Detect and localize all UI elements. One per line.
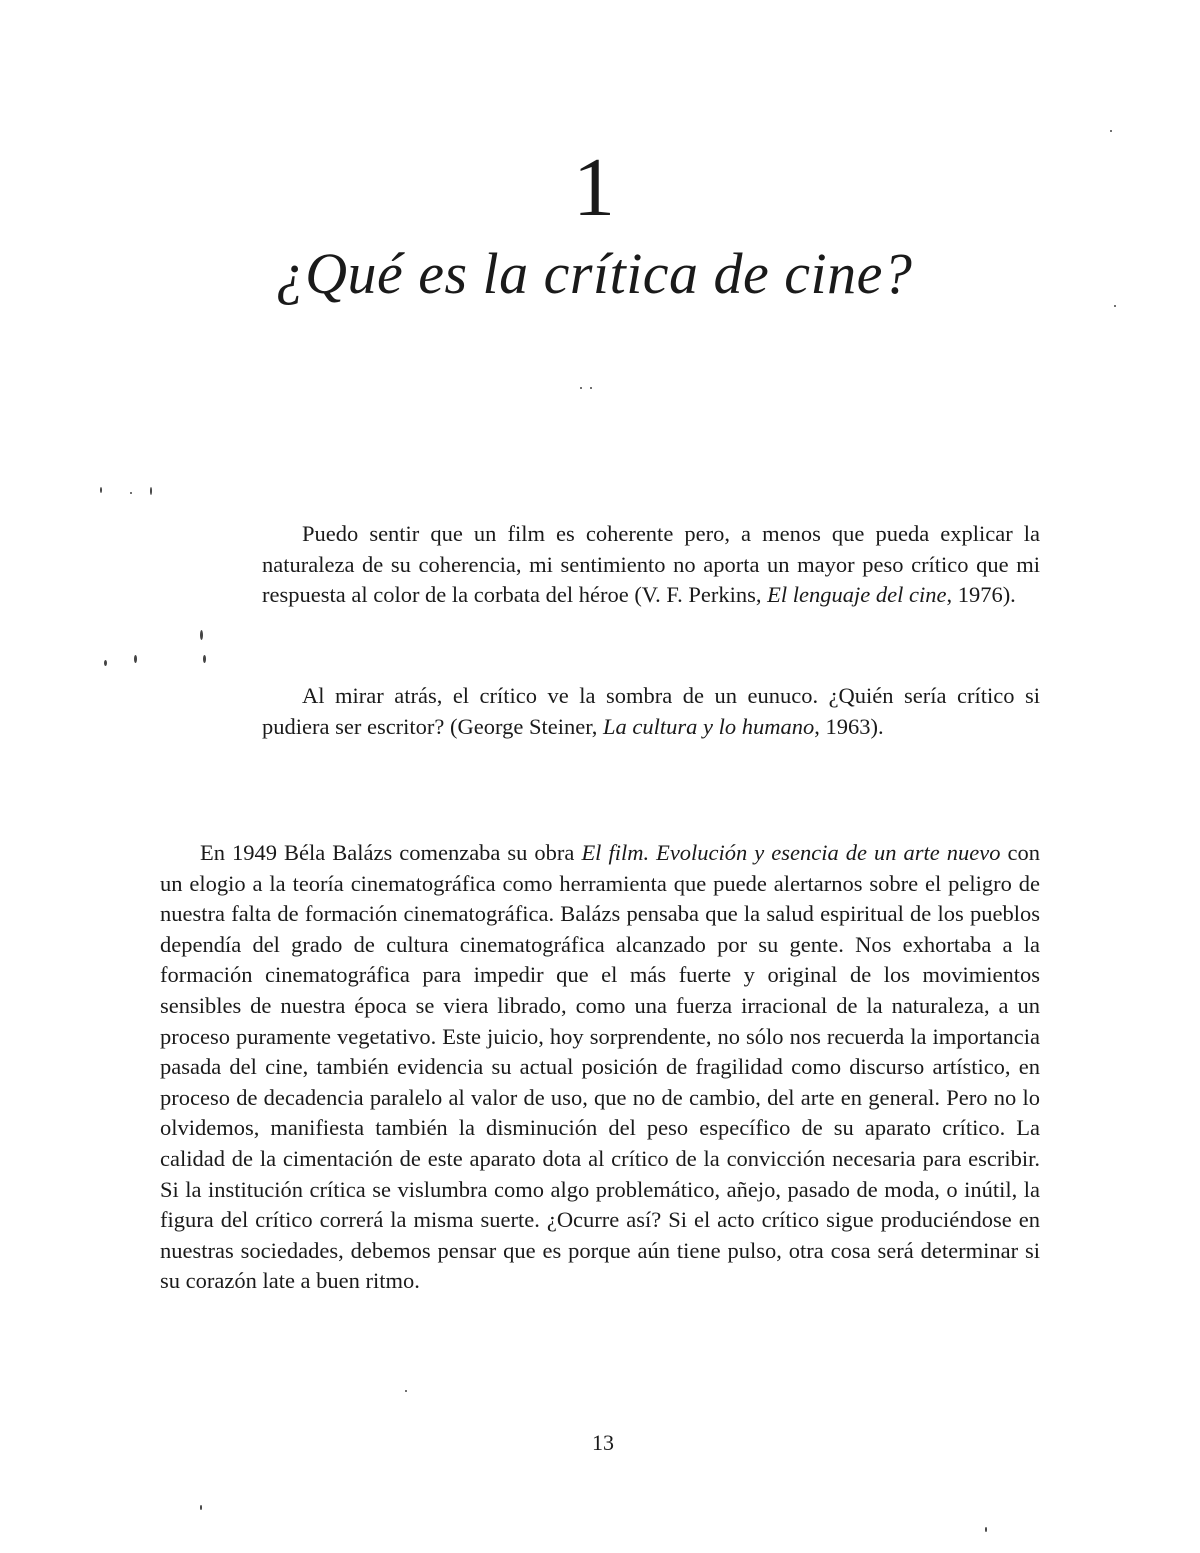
- epigraph-work-title: El lenguaje del cine: [767, 582, 947, 607]
- scan-speck: [200, 1505, 202, 1510]
- scan-speck: [134, 655, 137, 663]
- scan-speck: [985, 1527, 987, 1532]
- scan-speck: [200, 630, 203, 640]
- body-paragraph: [160, 838, 1040, 1297]
- body-work-title: El film. Evolución y esencia de un arte nuevo: [581, 840, 1001, 865]
- epigraph-text: Puedo sentir que un film es coherente pero, a menos que pueda explicar la naturaleza de su coherencia, mi sentimiento no aporta un mayor peso crítico que mi respuesta al color de la corbata del héroe (V. F. Perkins,: [262, 521, 1040, 607]
- scan-speck: [130, 492, 132, 494]
- epigraph-text-end: , 1976).: [946, 582, 1016, 607]
- scan-speck: [590, 387, 592, 389]
- epigraph-text: Al mirar atrás, el crítico ve la sombra de un eunuco. ¿Quién sería crítico si pudiera ser escritor? (George Steiner,: [262, 683, 1040, 739]
- epigraph-work-title: La cultura y lo humano: [603, 713, 815, 739]
- epigraph-text-end: , 1963).: [814, 713, 884, 739]
- body-text-rest: con un elogio a la teoría cinematográfica como herramienta que puede alertarnos sobre el peligro de nuestra falta de formación cinematográfica. Balázs pensaba que la salud espiritual de los pueblos dependía del grado de cultura cinematográfica alcanzado por su gente. Nos exhortaba a la formación cinematográfica para impedir que el más fuerte y original de los movimientos sensibles de nuestra época se viera librado, como una fuerza irracional de la naturaleza, a un proceso puramente vegetativo. Este juicio, hoy sorprendente, no sólo nos recuerda la importancia pasada del cine, también evidencia su actual posición de fragilidad como discurso artístico, en proceso de decadencia paralelo al valor de uso, que no de cambio, del arte en general. Pero no lo olvidemos, manifiesta también la disminución del peso específico de su aparato crítico. La calidad de la cimentación de este aparato dota al crítico de la convicción necesaria para escribir. Si la institución crítica se vislumbra como algo problemático, añejo, pasado de moda, o inútil, la figura del crítico correrá la misma suerte. ¿Ocurre así? Si el acto crítico sigue produciéndose en nuestras sociedades, debemos pensar que es porque aún tiene pulso, otra cosa será determinar si su corazón late a buen ritmo.: [160, 840, 1040, 1294]
- body-text-start: En 1949 Béla Balázs comenzaba su obra: [200, 840, 582, 865]
- chapter-number: 1: [573, 141, 615, 234]
- chapter-title: ¿Qué es la crítica de cine?: [275, 241, 913, 306]
- scan-speck: [203, 655, 206, 663]
- epigraph-perkins: [262, 519, 1040, 611]
- scan-speck: [405, 1390, 407, 1392]
- scan-speck: [1110, 130, 1112, 132]
- scan-speck: [580, 387, 582, 389]
- scan-speck: [1114, 305, 1116, 307]
- scan-speck: [100, 487, 102, 493]
- scan-speck: [150, 487, 152, 495]
- scan-speck: [104, 660, 107, 666]
- page-number: 13: [592, 1430, 614, 1455]
- epigraph-steiner: [262, 681, 1040, 742]
